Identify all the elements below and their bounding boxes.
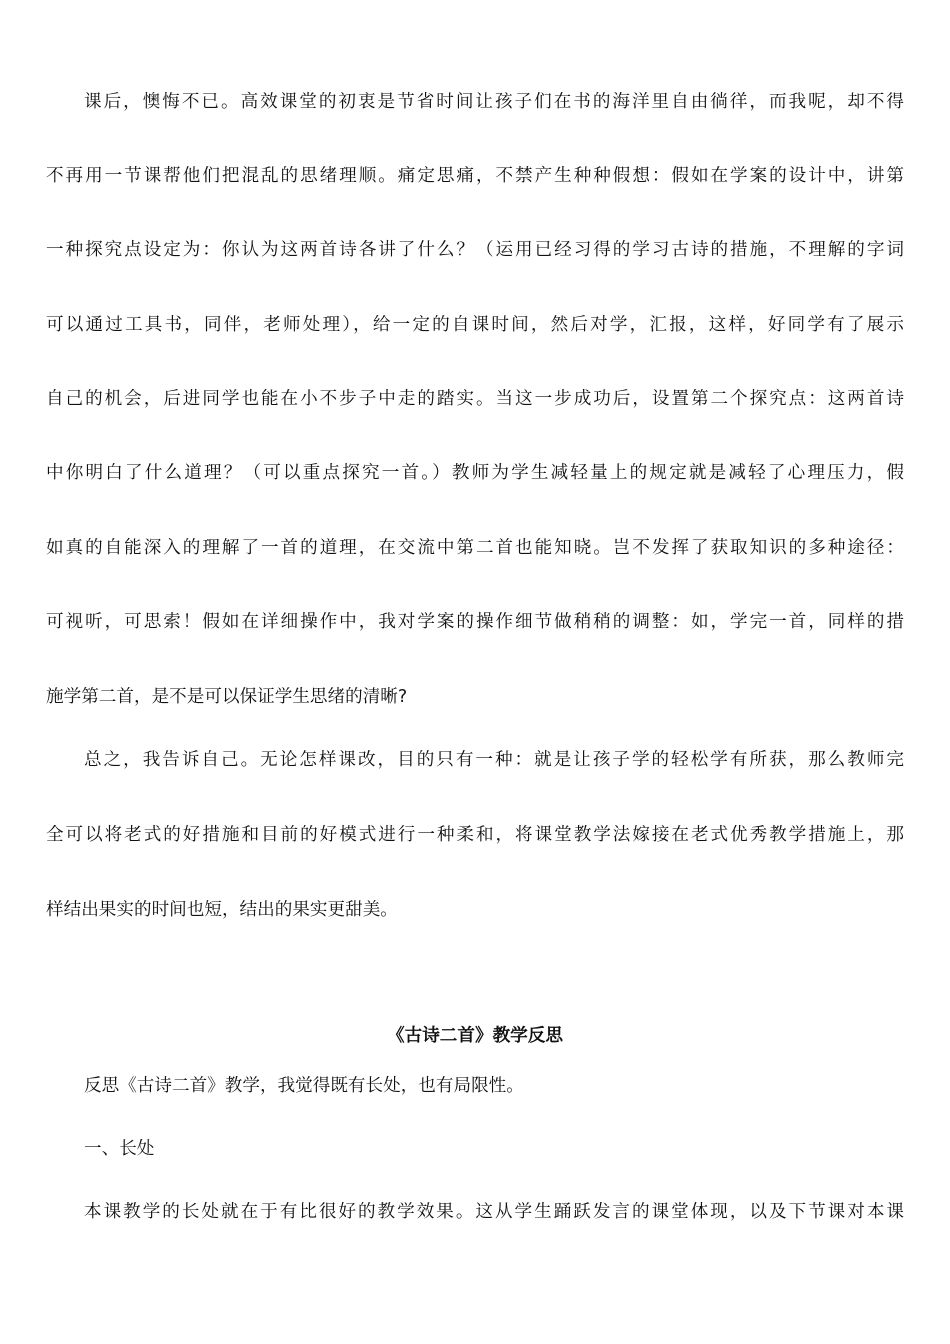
paragraph-2-line-1: 总之，我告诉自己。无论怎样课改，目的只有一种：就是让孩子学的轻松学有所获，那么教师完: [84, 750, 904, 770]
paragraph-1-line-6: 中你明白了什么道理？（可以重点探究一首。）教师为学生减轻量上的规定就是减轻了心理压力，假: [46, 463, 904, 483]
paragraph-3-line-1: 反思《古诗二首》教学，我觉得既有长处，也有局限性。: [84, 1076, 524, 1096]
paragraph-2-line-2: 全可以将老式的好措施和目前的好模式进行一种柔和，将课堂教学法嫁接在老式优秀教学措施上，那: [46, 825, 904, 845]
paragraph-1-line-8: 可视听，可思索！假如在详细操作中，我对学案的操作细节做稍稍的调整：如，学完一首，同样的措: [46, 612, 904, 632]
paragraph-1-line-4: 可以通过工具书，同伴，老师处理），给一定的自课时间，然后对学，汇报，这样，好同学有了展示: [46, 315, 904, 335]
paragraph-2-line-3: 样结出果实的时间也短，结出的果实更甜美。: [46, 900, 398, 920]
paragraph-1-line-2: 不再用一节课帮他们把混乱的思绪理顺。痛定思痛，不禁产生种种假想：假如在学案的设计中，讲第: [46, 166, 904, 186]
paragraph-1-line-5: 自己的机会，后进同学也能在小不步子中走的踏实。当这一步成功后，设置第二个探究点：这两首诗: [46, 389, 904, 409]
section-title: 《古诗二首》教学反思: [387, 1026, 563, 1046]
paragraph-1-line-9: 施学第二首，是不是可以保证学生思绪的清晰?: [46, 687, 408, 707]
paragraph-1-line-7: 如真的自能深入的理解了一首的道理，在交流中第二首也能知晓。岂不发挥了获取知识的多种途径：: [46, 538, 904, 558]
paragraph-4-line-1: 本课教学的长处就在于有比很好的教学效果。这从学生踊跃发言的课堂体现，以及下节课对本课: [84, 1202, 904, 1222]
paragraph-1-line-1: 课后，懊悔不已。高效课堂的初衷是节省时间让孩子们在书的海洋里自由徜徉，而我呢，却不得: [84, 92, 904, 112]
section-heading-strengths: 一、长处: [84, 1139, 155, 1159]
paragraph-1-line-3: 一种探究点设定为：你认为这两首诗各讲了什么？（运用已经习得的学习古诗的措施，不理解的字词: [46, 240, 904, 260]
